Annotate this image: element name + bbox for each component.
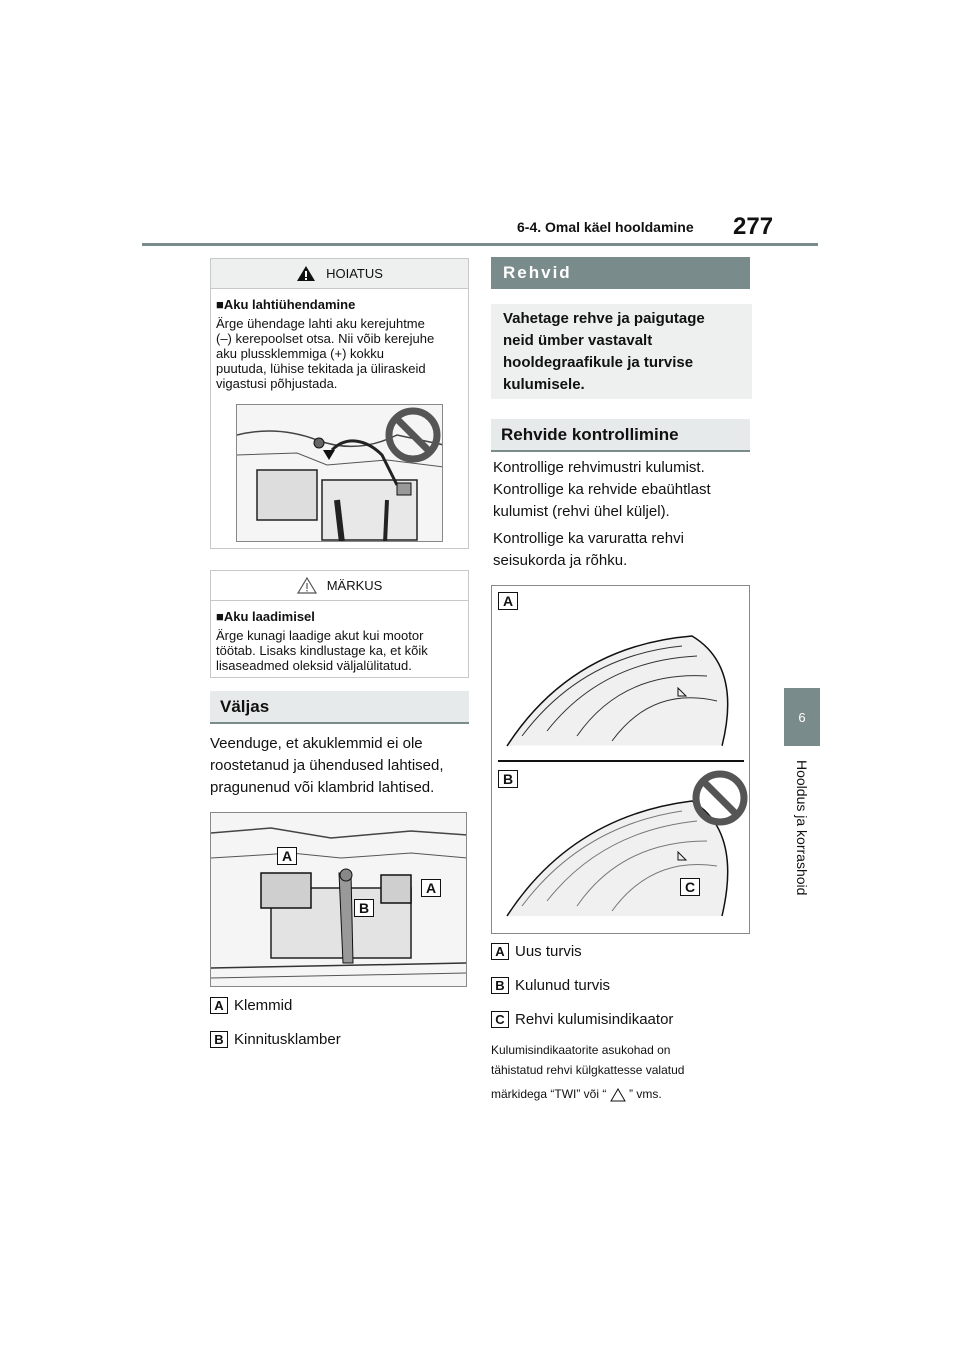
- tire-check-heading: Rehvide kontrollimine: [491, 419, 750, 452]
- tire-legend-item-a: [491, 943, 582, 960]
- callout-b: B: [354, 899, 374, 917]
- tires-heading: Rehvid: [491, 257, 750, 289]
- note-box: [210, 570, 469, 678]
- section-title: 6-4. Omal käel hooldamine: [517, 219, 694, 235]
- callout-b: B: [498, 770, 518, 788]
- outside-heading: Väljas: [210, 691, 469, 724]
- callout-a-top: A: [277, 847, 297, 865]
- tire-check-text: Kontrollige rehvimustri kulumist. Kontrollige ka rehvide ebaühtlast kulumist (rehvi ühel küljel).: [493, 459, 711, 520]
- warning-header: [211, 259, 468, 289]
- warning-text: Ärge ühendage lahti aku kerejuhtme (–) kerepoolset otsa. Nii võib kerejuhe aku plussklemmiga (+) kokku puutuda, lühise tekitada ja üliraskeid vigastusi põhjustada.: [216, 316, 435, 391]
- legend-label: Kinnitusklamber: [234, 1031, 341, 1048]
- bullet-square-icon: ■: [216, 297, 224, 312]
- tire-legend-item-b: [491, 977, 610, 994]
- tire-legend-item-c: [491, 1011, 673, 1028]
- legend-letter: A: [491, 943, 509, 960]
- legend-letter: B: [491, 977, 509, 994]
- battery-terminals-illustration: [210, 812, 467, 987]
- legend-label: Uus turvis: [515, 943, 582, 960]
- bullet-square-icon: ■: [216, 609, 224, 624]
- callout-c: C: [680, 878, 700, 896]
- legend-item-a: [210, 997, 292, 1014]
- warning-title: HOIATUS: [326, 266, 383, 281]
- battery-drawing: [211, 813, 467, 987]
- legend-item-b: [210, 1031, 341, 1048]
- chapter-tab: 6: [784, 688, 820, 746]
- legend-label: Kulunud turvis: [515, 977, 611, 994]
- prohibited-icon: [385, 407, 441, 463]
- caution-icon: [297, 577, 317, 594]
- chapter-label: Hooldus ja korrashoid: [794, 760, 810, 896]
- note-subtitle: ■Aku laadimisel: [216, 609, 315, 624]
- note-text: Ärge kunagi laadige akut kui mootor töötab. Lisaks kindlustage ka, et kõik lisaseadmed oleksid väljalülitatud.: [216, 628, 428, 673]
- tire-tread-illustration: [491, 585, 750, 934]
- note-header: [211, 571, 468, 601]
- page-number: 277: [733, 213, 774, 240]
- legend-letter: C: [491, 1011, 509, 1028]
- outside-text: Veenduge, et akuklemmid ei ole roostetanud ja ühendused lahtised, pragunenud või klambrid lahtised.: [210, 735, 444, 796]
- warning-subtitle: ■Aku lahtiühendamine: [216, 297, 356, 312]
- triangle-icon: [610, 1088, 626, 1102]
- header-rule: [142, 243, 818, 246]
- callout-a-right: A: [421, 879, 441, 897]
- legend-letter: A: [210, 997, 228, 1014]
- warning-icon: [296, 265, 316, 282]
- legend-label: Rehvi kulumisindikaator: [515, 1011, 674, 1028]
- tires-summary: Vahetage rehve ja paigutage neid ümber vastavalt hooldegraafikule ja turvise kulumisele.: [491, 304, 752, 399]
- tire-drawing: [492, 586, 750, 934]
- prohibited-icon: [692, 770, 748, 826]
- battery-cable-illustration: [236, 404, 443, 542]
- note-title: MÄRKUS: [326, 578, 383, 593]
- legend-label: Klemmid: [234, 997, 293, 1014]
- legend-letter: B: [210, 1031, 228, 1048]
- wear-indicator-note: Kulumisindikaatorite asukohad on tähistatud rehvi külgkattesse valatud märkidega “TWI” või “ ” vms.: [491, 1043, 685, 1101]
- callout-a: A: [498, 592, 518, 610]
- spare-tire-text: Kontrollige ka varuratta rehvi seisukorda ja rõhku.: [493, 530, 684, 569]
